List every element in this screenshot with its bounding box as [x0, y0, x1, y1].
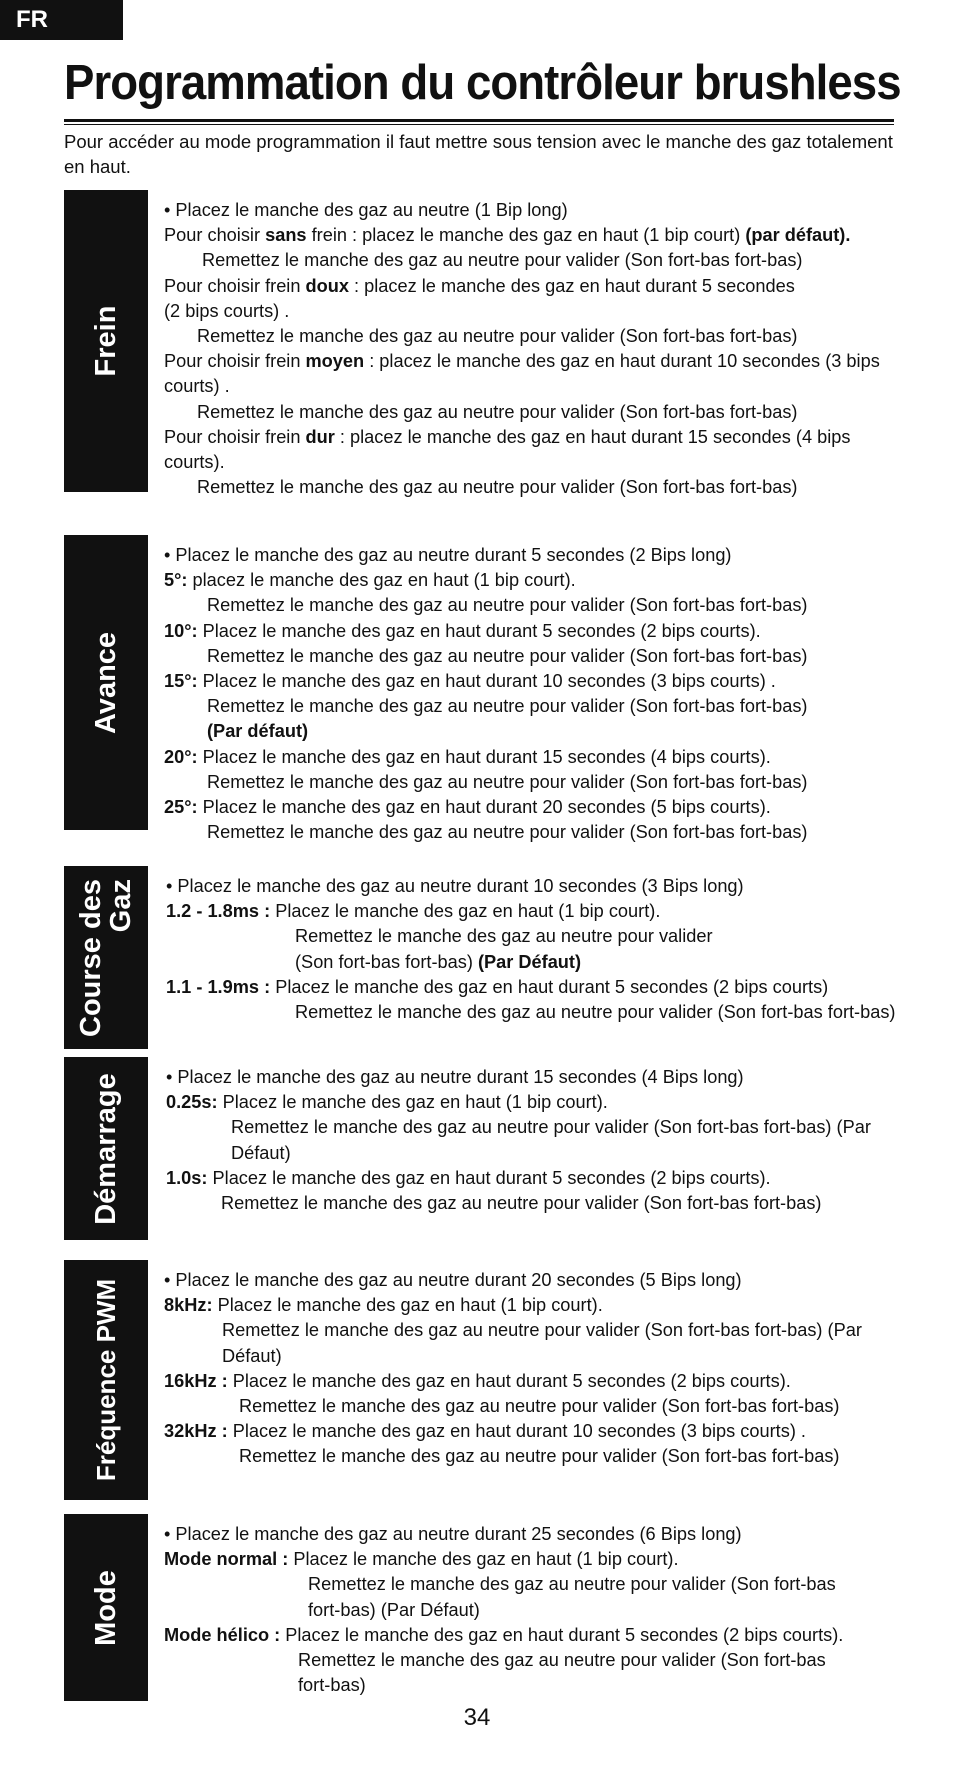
text-line: Remettez le manche des gaz au neutre pour valider — [295, 926, 713, 947]
intro-text: Pour accéder au mode programmation il faut mettre sous tension avec le manche des gaz totalement en haut. — [64, 131, 893, 177]
text-line: Remettez le manche des gaz au neutre pour valider (Son fort-bas fort-bas) (Par Défaut) — [308, 1574, 836, 1620]
side-tab-frein — [64, 190, 148, 492]
text-line: 5°: placez le manche des gaz en haut (1 bip court). — [164, 570, 576, 591]
section-body-frein — [164, 198, 894, 500]
text-line: Remettez le manche des gaz au neutre pour valider (Son fort-bas fort-bas) — [197, 477, 798, 498]
text-line: • Placez le manche des gaz au neutre durant 20 secondes (5 Bips long) — [164, 1270, 742, 1290]
side-label-demarrage: Démarrage — [90, 1072, 122, 1225]
title-rule-thick — [64, 119, 894, 122]
text-line: Remettez le manche des gaz au neutre pour valider (Son fort-bas fort-bas) — [207, 696, 808, 717]
text-line: 8kHz: Placez le manche des gaz en haut (1 bip court). — [164, 1295, 603, 1316]
side-tab-mode — [64, 1514, 148, 1701]
text-line: 10°: Placez le manche des gaz en haut durant 5 secondes (2 bips courts). — [164, 620, 761, 641]
text-line: Remettez le manche des gaz au neutre pour valider (Son fort-bas fort-bas) — [239, 1446, 840, 1467]
text-line: 1.0s: Placez le manche des gaz en haut durant 5 secondes (2 bips courts). — [166, 1167, 771, 1188]
text-line: Remettez le manche des gaz au neutre pour valider (Son fort-bas fort-bas) — [295, 1002, 896, 1023]
text-line: Pour choisir sans frein : placez le manche des gaz en haut (1 bip court) (par défaut). — [164, 225, 851, 246]
title-rule-thin — [64, 124, 894, 125]
text-line: Remettez le manche des gaz au neutre pour valider (Son fort-bas fort-bas) — [197, 326, 798, 347]
text-line: 25°: Placez le manche des gaz en haut durant 20 secondes (5 bips courts). — [164, 797, 771, 818]
section-body-mode — [164, 1522, 854, 1698]
section-course-des-gaz — [64, 866, 894, 1049]
side-label-mode: Mode — [90, 1569, 122, 1646]
text-line: Remettez le manche des gaz au neutre pour valider (Son fort-bas fort-bas) — [207, 645, 808, 666]
text-line: 32kHz : Placez le manche des gaz en haut durant 10 secondes (3 bips courts) . — [164, 1421, 806, 1442]
side-tab-demarrage — [64, 1057, 148, 1240]
side-tab-course — [64, 866, 148, 1049]
text-line: 1.1 - 1.9ms : Placez le manche des gaz en haut durant 5 secondes (2 bips courts) — [166, 976, 829, 997]
section-body-pwm — [164, 1268, 894, 1470]
text-line: • Placez le manche des gaz au neutre durant 25 secondes (6 Bips long) — [164, 1524, 742, 1544]
text-line: 1.2 - 1.8ms : Placez le manche des gaz en haut (1 bip court). — [166, 901, 661, 922]
side-label-course: Course des Gaz — [75, 878, 137, 1037]
text-line: • Placez le manche des gaz au neutre durant 15 secondes (4 Bips long) — [166, 1067, 744, 1087]
side-label-frein: Frein — [90, 305, 122, 377]
text-line: 20°: Placez le manche des gaz en haut durant 15 secondes (4 bips courts). — [164, 746, 771, 767]
side-tab-avance — [64, 535, 148, 830]
text-line: Mode normal : Placez le manche des gaz en haut (1 bip court). — [164, 1549, 679, 1570]
text-line: Remettez le manche des gaz au neutre pour valider (Son fort-bas fort-bas) — [207, 822, 808, 843]
text-line: (Son fort-bas fort-bas) (Par Défaut) — [295, 951, 582, 972]
text-line: Pour choisir frein moyen : placez le manche des gaz en haut durant 10 secondes (3 bips courts) . — [164, 351, 880, 397]
section-body-course — [166, 874, 894, 1025]
text-line: Pour choisir frein doux : placez le manche des gaz en haut durant 5 secondes — [164, 275, 795, 296]
default-marker: (Par défaut) — [207, 721, 309, 742]
text-line: Remettez le manche des gaz au neutre pour valider (Son fort-bas fort-bas) — [207, 595, 808, 616]
text-line: • Placez le manche des gaz au neutre durant 10 secondes (3 Bips long) — [166, 876, 744, 896]
text-line: 15°: Placez le manche des gaz en haut durant 10 secondes (3 bips courts) . — [164, 671, 776, 692]
section-body-avance — [164, 543, 894, 845]
text-line: Remettez le manche des gaz au neutre pour valider (Son fort-bas fort-bas) (Par Défaut) — [231, 1117, 871, 1163]
page-number: 34 — [463, 1704, 491, 1731]
text-line: Remettez le manche des gaz au neutre pour valider (Son fort-bas fort-bas) (Par Défaut) — [222, 1320, 862, 1366]
section-frequence-pwm — [64, 1260, 894, 1500]
text-line: (2 bips courts) . — [164, 300, 290, 321]
section-body-demarrage — [166, 1065, 894, 1216]
side-tab-pwm — [64, 1260, 148, 1500]
section-avance — [64, 535, 894, 843]
text-line: • Placez le manche des gaz au neutre durant 5 secondes (2 Bips long) — [164, 545, 732, 565]
text-line: Remettez le manche des gaz au neutre pour valider (Son fort-bas fort-bas) — [298, 1650, 826, 1696]
text-line: 16kHz : Placez le manche des gaz en haut durant 5 secondes (2 bips courts). — [164, 1370, 791, 1391]
text-line: Remettez le manche des gaz au neutre pour valider (Son fort-bas fort-bas) — [239, 1396, 840, 1417]
section-mode — [64, 1514, 894, 1701]
text-line: 0.25s: Placez le manche des gaz en haut (1 bip court). — [166, 1092, 608, 1113]
text-line: • Placez le manche des gaz au neutre (1 Bip long) — [164, 200, 568, 220]
section-frein — [64, 190, 894, 498]
section-demarrage — [64, 1057, 894, 1240]
text-line: Pour choisir frein dur : placez le manche des gaz en haut durant 15 secondes (4 bips courts). — [164, 426, 851, 473]
text-line: Remettez le manche des gaz au neutre pour valider (Son fort-bas fort-bas) — [207, 771, 808, 792]
side-label-avance: Avance — [90, 631, 122, 734]
text-line: Remettez le manche des gaz au neutre pour valider (Son fort-bas fort-bas) — [202, 250, 803, 271]
text-line: Mode hélico : Placez le manche des gaz en haut durant 5 secondes (2 bips courts). — [164, 1624, 844, 1645]
text-line: Remettez le manche des gaz au neutre pour valider (Son fort-bas fort-bas) — [197, 401, 798, 422]
text-line: Remettez le manche des gaz au neutre pour valider (Son fort-bas fort-bas) — [221, 1193, 822, 1214]
page-title: Programmation du contrôleur brushless — [64, 56, 901, 110]
side-label-pwm: Fréquence PWM — [91, 1278, 121, 1482]
language-tab: FR — [0, 0, 123, 40]
